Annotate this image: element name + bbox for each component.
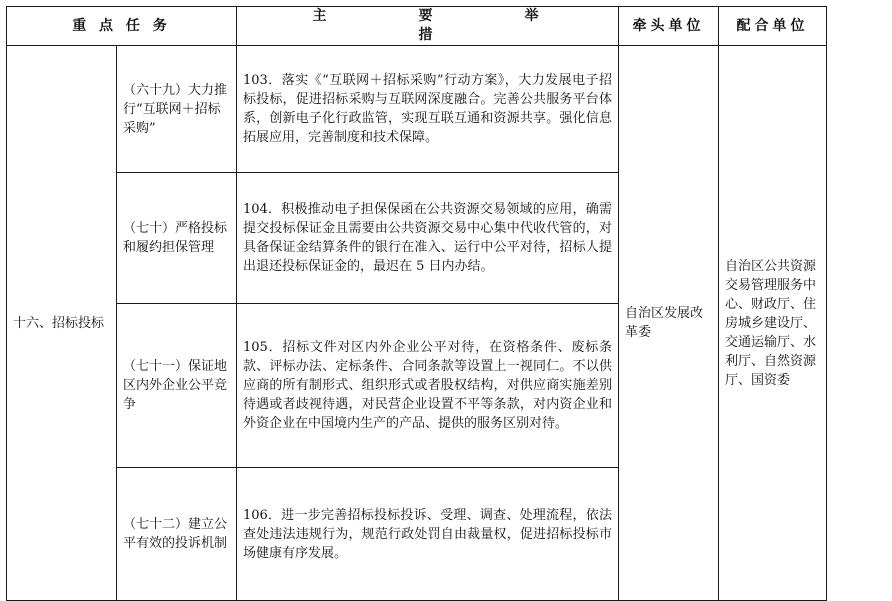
header-measure-char-4: 措 [418,27,437,43]
coop-unit-cell: 自治区公共资源交易管理服务中心、财政厅、住房城乡建设厅、交通运输厅、水利厅、自然资源厅、国资委 [719,46,827,601]
table-row [7,46,827,173]
header-main-measures [237,7,619,46]
task-cell: （七十）严格投标和履约担保管理 [117,173,237,304]
measure-cell: 104．积极推动电子担保保函在公共资源交易领域的应用，确需提交投标保证金且需要由公共资源交易中心集中代收代管的，对具备保证金结算条件的银行在准入、运行中公平对待，招标人提出退还投标保证金的，最迟在 5 日内办结。 [237,173,619,304]
measure-cell: 106．进一步完善招标投标投诉、受理、调查、处理流程，依法查处违法违规行为，规范行政处罚自由裁量权，促进招标投标市场健康有序发展。 [237,468,619,601]
lead-unit-cell: 自治区发展改革委 [619,46,719,601]
task-cell: （七十二）建立公平有效的投诉机制 [117,468,237,601]
measure-cell: 103．落实《“互联网＋招标采购”行动方案》，大力发展电子招标投标，促进招标采购与互联网深度融合。完善公共服务平台体系，创新电子化行政监管，实现互联互通和资源共享。强化信息拓展应用，完善制度和技术保障。 [237,46,619,173]
category-cell: 十六、招标投标 [7,46,117,601]
header-key-task: 重 点 任 务 [7,7,237,46]
task-cell: （六十九）大力推行“互联网＋招标采购” [117,46,237,173]
header-measure-char-2: 要 [418,8,437,24]
header-lead-unit: 牵头单位 [619,7,719,46]
header-measure-char-1: 主 [312,8,331,24]
task-table [6,6,827,601]
header-coop-unit: 配合单位 [719,7,827,46]
header-measure-char-3: 举 [524,8,543,24]
header-row [7,7,827,46]
task-cell: （七十一）保证地区内外企业公平竞争 [117,304,237,468]
measure-cell: 105．招标文件对区内外企业公平对待，在资格条件、废标条款、评标办法、定标条件、合同条款等设置上一视同仁。不以供应商的所有制形式、组织形式或者股权结构，对供应商实施差别待遇或者歧视待遇，对民营企业设置不平等条款，对内资企业和外资企业在中国境内生产的产品、提供的服务区别对待。 [237,304,619,468]
